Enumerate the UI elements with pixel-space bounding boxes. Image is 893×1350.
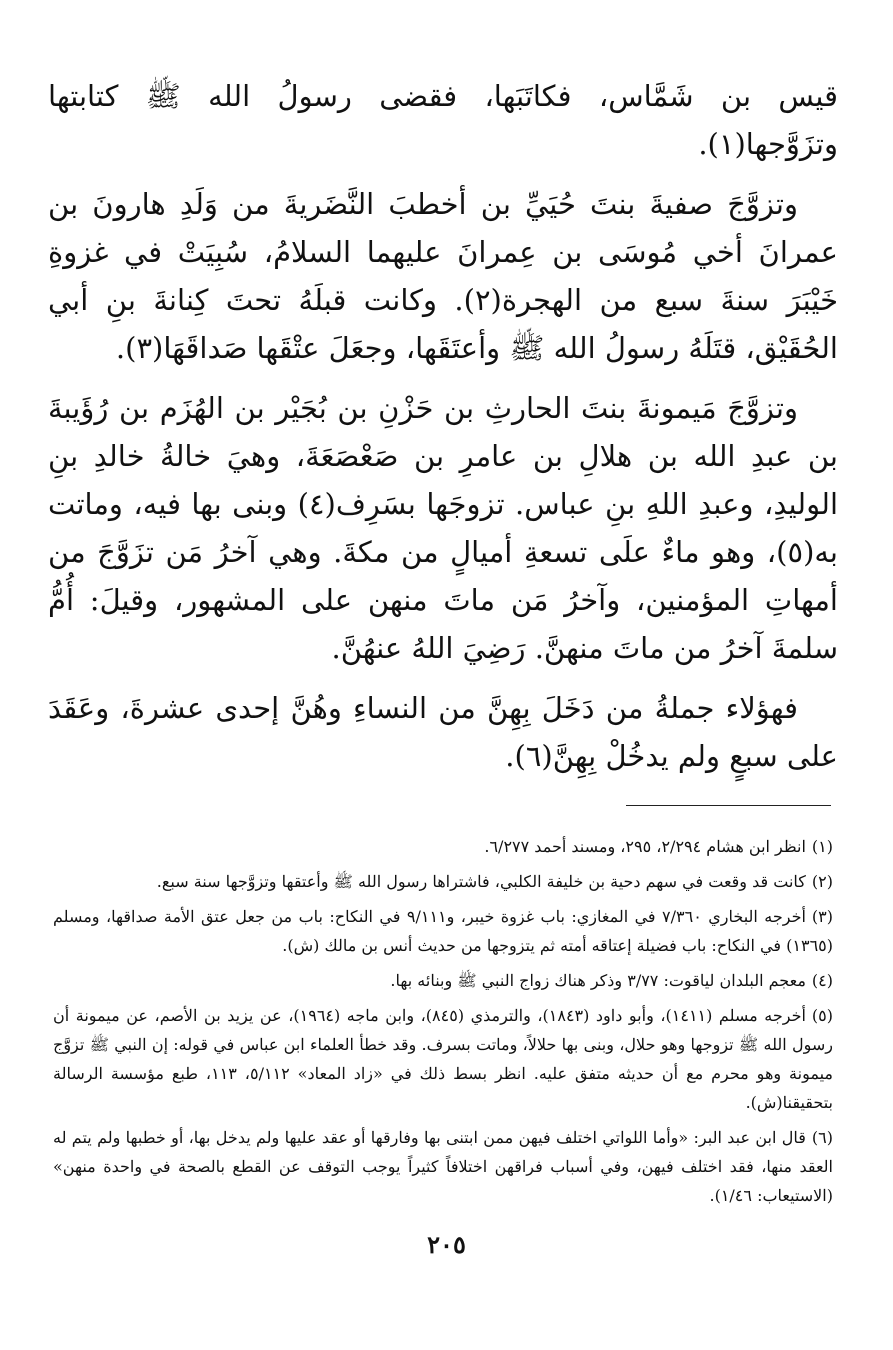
footnote — [53, 1123, 833, 1210]
footnote-number: (٣) — [811, 907, 834, 926]
paragraph-continuation: قيس بن شَمَّاس، فكاتَبَها، فقضى رسولُ الله ﷺ كتابتها وتزَوَّجها(١). — [48, 79, 838, 161]
footnote-number: (٢) — [811, 872, 833, 891]
paragraph-maymuna: وتزوَّجَ مَيمونةَ بنتَ الحارثِ بن حَزْنِ بن بُجَيْر بن الهُزَم بن رُؤَيبةَ بن عبدِ الله بن هلالِ بن عامرِ بن صَعْصَعَةَ، وهيَ خالةُ خالدِ بنِ الوليدِ، وعبدِ اللهِ بنِ عباس. تزوجَها بسَرِف(٤) وبنى بها فيه، وماتت به(٥)، وهو ماءٌ علَى تسعةِ أميالٍ من مكةَ. وهي آخرُ مَن تزَوَّجَ من أمهاتِ المؤمنين، وآخرُ مَن ماتَ منهن على المشهور، وقيلَ: أُمُّ سلمةَ آخرُ من ماتَ منهنَّ. رَضِيَ اللهُ عنهُنَّ. — [48, 391, 838, 665]
footnote-number: (٤) — [811, 971, 833, 990]
paragraph-safiyya: وتزوَّجَ صفيةَ بنتَ حُيَيِّ بن أخطبَ النَّضَريةَ من وَلَدِ هارونَ بن عمرانَ أخي مُوسَى بن عِمرانَ عليهما السلامُ، سُبِيَتْ في غزوةِ خَيْبَرَ سنةَ سبع من الهجرة(٢). وكانت قبلَهُ تحتَ كِنانةَ بنِ أبي الحُقَيْق، قتَلَهُ رسولُ الله ﷺ وأعتَقَها، وجعَلَ عتْقَها صَداقَهَا(٣). — [48, 187, 838, 365]
footnote-text: كانت قد وقعت في سهم دحية بن خليفة الكلبي، فاشتراها رسول الله ﷺ وأعتقها وتزوَّجها سنة سبع. — [156, 872, 806, 891]
page-number: ٢٠٥ — [427, 1230, 466, 1259]
main-text — [48, 72, 838, 792]
footnote-text: أخرجه البخاري ٧/٣٦٠ في المغازي: باب غزوة خيبر، و٩/١١١ في النكاح: باب من جعل عتق الأمة صداقها، ومسلم (١٣٦٥) في النكاح: باب فضيلة إعتاقه أمته ثم يتزوجها من حديث أنس بن مالك (ش). — [53, 907, 833, 955]
footnote-divider — [626, 805, 831, 806]
footnote-number: (٥) — [811, 1006, 834, 1025]
paragraph-summary: فهؤلاء جملةُ من دَخَلَ بِهِنَّ من النساءِ وهُنَّ إحدى عشرةَ، وعَقَدَ على سبعٍ ولم يدخُلْ بِهِنَّ(٦). — [48, 691, 838, 773]
footnote — [53, 832, 833, 861]
footnote-text: أخرجه مسلم (١٤١١)، وأبو داود (١٨٤٣)، والترمذي (٨٤٥)، وابن ماجه (١٩٦٤)، عن يزيد بن الأصم، عن ميمونة أن رسول الله ﷺ تزوجها وهو حلال، وبنى بها حلالاً، وماتت بسرف. وقد خطأ العلماء ابن عباس في قوله: إن النبي ﷺ تزوَّج ميمونة وهو محرم مع أن حديثه متفق عليه. انظر بسط ذلك في «زاد المعاد» ٥/١١٢، ١١٣، طبع مؤسسة الرسالة بتحقيقنا(ش). — [53, 1006, 834, 1112]
footnote-text: انظر ابن هشام ٢/٢٩٤، ٢٩٥، ومسند أحمد ٦/٢٧٧. — [484, 837, 806, 856]
footnote — [53, 867, 833, 896]
footnote-number: (١) — [811, 837, 833, 856]
footnote — [53, 902, 833, 960]
footnote-number: (٦) — [811, 1128, 834, 1147]
footnote-text: قال ابن عبد البر: «وأما اللواتي اختلف فيهن ممن ابتنى بها وفارقها أو عقد عليها ولم يدخل بها، أو خطبها ولم يتم له العقد منها، فقد اختلف فيهن، وفي أسباب فراقهن اختلافاً كثيراً يوجب التوقف عن القطع بالصحة في واحدة منهن» (الاستيعاب: ١/٤٦). — [53, 1128, 833, 1205]
footnote — [53, 1001, 833, 1117]
footnotes — [53, 832, 833, 1216]
footnote — [53, 966, 833, 995]
footnote-text: معجم البلدان لياقوت: ٣/٧٧ وذكر هناك زواج النبي ﷺ وبنائه بها. — [390, 971, 806, 990]
